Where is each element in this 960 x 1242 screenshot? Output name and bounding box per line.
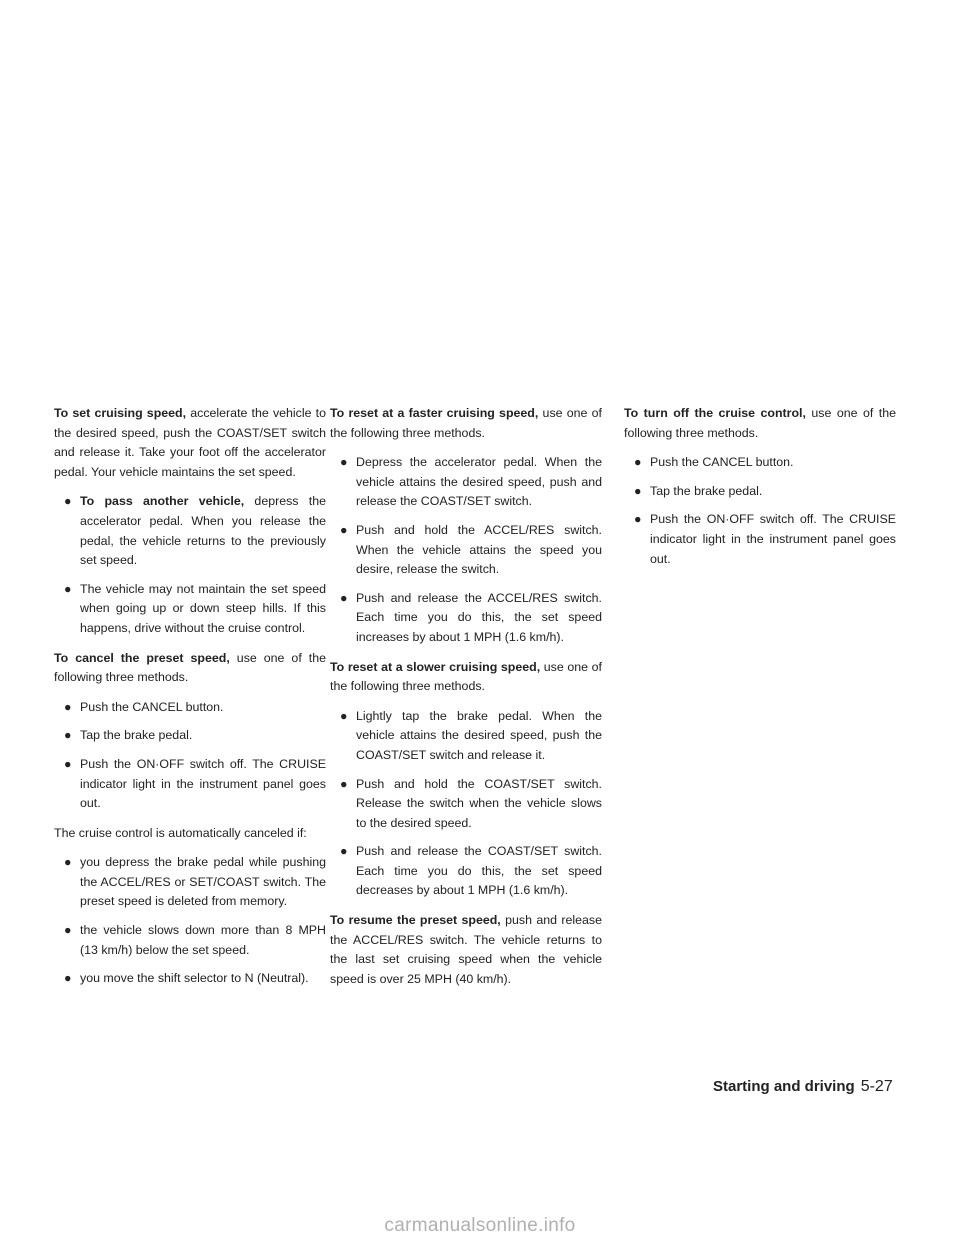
list-item (330, 453, 602, 512)
bullet-icon: ● (64, 971, 72, 986)
slower-text: use one of the following three methods. (330, 659, 602, 694)
cancel-text: use one of the following three methods. (54, 650, 326, 685)
set-speed-list (54, 492, 326, 638)
bullet-icon: ● (64, 756, 72, 771)
bullet-icon: ● (64, 581, 72, 596)
bullet-icon: ● (64, 728, 72, 743)
list-item (54, 969, 326, 989)
column-2 (330, 404, 602, 999)
faster-paragraph (330, 404, 602, 443)
watermark: carmanualsonline.info (384, 1215, 576, 1236)
list-item-text: you depress the brake pedal while pushing the ACCEL/RES or SET/COAST switch. The preset speed is deleted from memory. (80, 855, 326, 909)
list-item (624, 482, 896, 502)
bullet-icon: ● (340, 844, 348, 859)
pass-vehicle-text: depress the accelerator pedal. When you release the pedal, the vehicle returns to the previously set speed. (80, 494, 326, 568)
list-item-text: Push and hold the COAST/SET switch. Release the switch when the vehicle slows to the desired speed. (356, 776, 602, 830)
bullet-icon: ● (340, 522, 348, 537)
set-speed-paragraph (54, 404, 326, 482)
list-item (54, 921, 326, 960)
faster-text: use one of the following three methods. (330, 406, 602, 440)
list-item (330, 707, 602, 766)
bullet-icon: ● (634, 512, 642, 527)
list-item-text: Push the CANCEL button. (80, 699, 224, 714)
list-item-text: Push and release the ACCEL/RES switch. Each time you do this, the set speed increases by about 1 MPH (1.6 km/h). (356, 590, 602, 644)
list-item-text: Lightly tap the brake pedal. When the vehicle attains the desired speed, push the COAST/SET switch and release it. (356, 708, 602, 762)
list-item-text: Tap the brake pedal. (650, 483, 763, 498)
bullet-icon: ● (64, 494, 72, 509)
list-item-text: Push the CANCEL button. (650, 455, 794, 470)
turn-off-list (624, 453, 896, 569)
cancel-lead: To cancel the preset speed, (54, 650, 230, 665)
list-item (54, 853, 326, 912)
list-item-text: the vehicle slows down more than 8 MPH (13 km/h) below the set speed. (80, 923, 326, 957)
faster-lead: To reset at a faster cruising speed, (330, 406, 539, 420)
list-item-text: Tap the brake pedal. (80, 728, 193, 743)
resume-lead: To resume the preset speed, (330, 913, 501, 928)
list-item (624, 453, 896, 473)
faster-list (330, 453, 602, 647)
list-item (330, 521, 602, 580)
turn-off-paragraph (624, 404, 896, 443)
bullet-icon: ● (634, 483, 642, 498)
column-1 (54, 404, 326, 999)
turn-off-lead: To turn off the cruise control, (624, 406, 806, 420)
list-item (624, 510, 896, 569)
cancel-list (54, 698, 326, 814)
set-speed-text: accelerate the vehicle to the desired speed, push the COAST/SET switch and release it. Take your foot off the accelerator pedal. Your vehicle maintains the set speed. (54, 406, 327, 479)
column-3 (624, 404, 896, 579)
bullet-icon: ● (64, 855, 72, 870)
list-item-text: Push the ON·OFF switch off. The CRUISE indicator light in the instrument panel goes out. (80, 756, 326, 811)
list-item (54, 726, 326, 746)
set-speed-lead: To set cruising speed, (54, 406, 187, 420)
list-item (330, 775, 602, 834)
bullet-icon: ● (340, 590, 348, 605)
bullet-icon: ● (64, 923, 72, 938)
slower-paragraph (330, 658, 602, 697)
list-item-text: you move the shift selector to N (Neutral). (80, 971, 309, 986)
resume-paragraph (330, 911, 602, 989)
auto-cancel-list (54, 853, 326, 989)
slower-lead: To reset at a slower cruising speed, (330, 659, 541, 674)
slower-list (330, 707, 602, 901)
bullet-icon: ● (340, 455, 348, 470)
list-item-text: The vehicle may not maintain the set speed when going up or down steep hills. If this happens, drive without the cruise control. (80, 581, 326, 635)
pass-vehicle-lead: To pass another vehicle, (80, 494, 245, 509)
page-footer (713, 1078, 893, 1096)
auto-cancel-paragraph: The cruise control is automatically canceled if: (54, 825, 307, 840)
list-item (330, 842, 602, 901)
list-item-text: Depress the accelerator pedal. When the vehicle attains the desired speed, push and release the COAST/SET switch. (356, 455, 602, 509)
page-number: 5-27 (860, 1078, 893, 1095)
bullet-icon: ● (340, 708, 348, 723)
list-item (54, 698, 326, 718)
resume-text: push and release the ACCEL/RES switch. The vehicle returns to the last set cruising speed when the vehicle speed is over 25 MPH (40 km/h). (330, 913, 602, 986)
bullet-icon: ● (64, 699, 72, 714)
cancel-paragraph (54, 649, 326, 688)
list-item (330, 589, 602, 648)
section-title: Starting and driving (713, 1078, 855, 1095)
turn-off-text: use one of the following three methods. (624, 406, 896, 440)
list-item-text: Push and hold the ACCEL/RES switch. When the vehicle attains the speed you desire, release the switch. (356, 522, 602, 577)
list-item (54, 755, 326, 814)
list-item-text: Push and release the COAST/SET switch. Each time you do this, the set speed decreases by about 1 MPH (1.6 km/h). (356, 844, 602, 898)
bullet-icon: ● (340, 776, 348, 791)
list-item (54, 492, 326, 570)
list-item-text: Push the ON·OFF switch off. The CRUISE indicator light in the instrument panel goes out. (650, 512, 896, 566)
bullet-icon: ● (634, 455, 642, 470)
list-item (54, 580, 326, 639)
